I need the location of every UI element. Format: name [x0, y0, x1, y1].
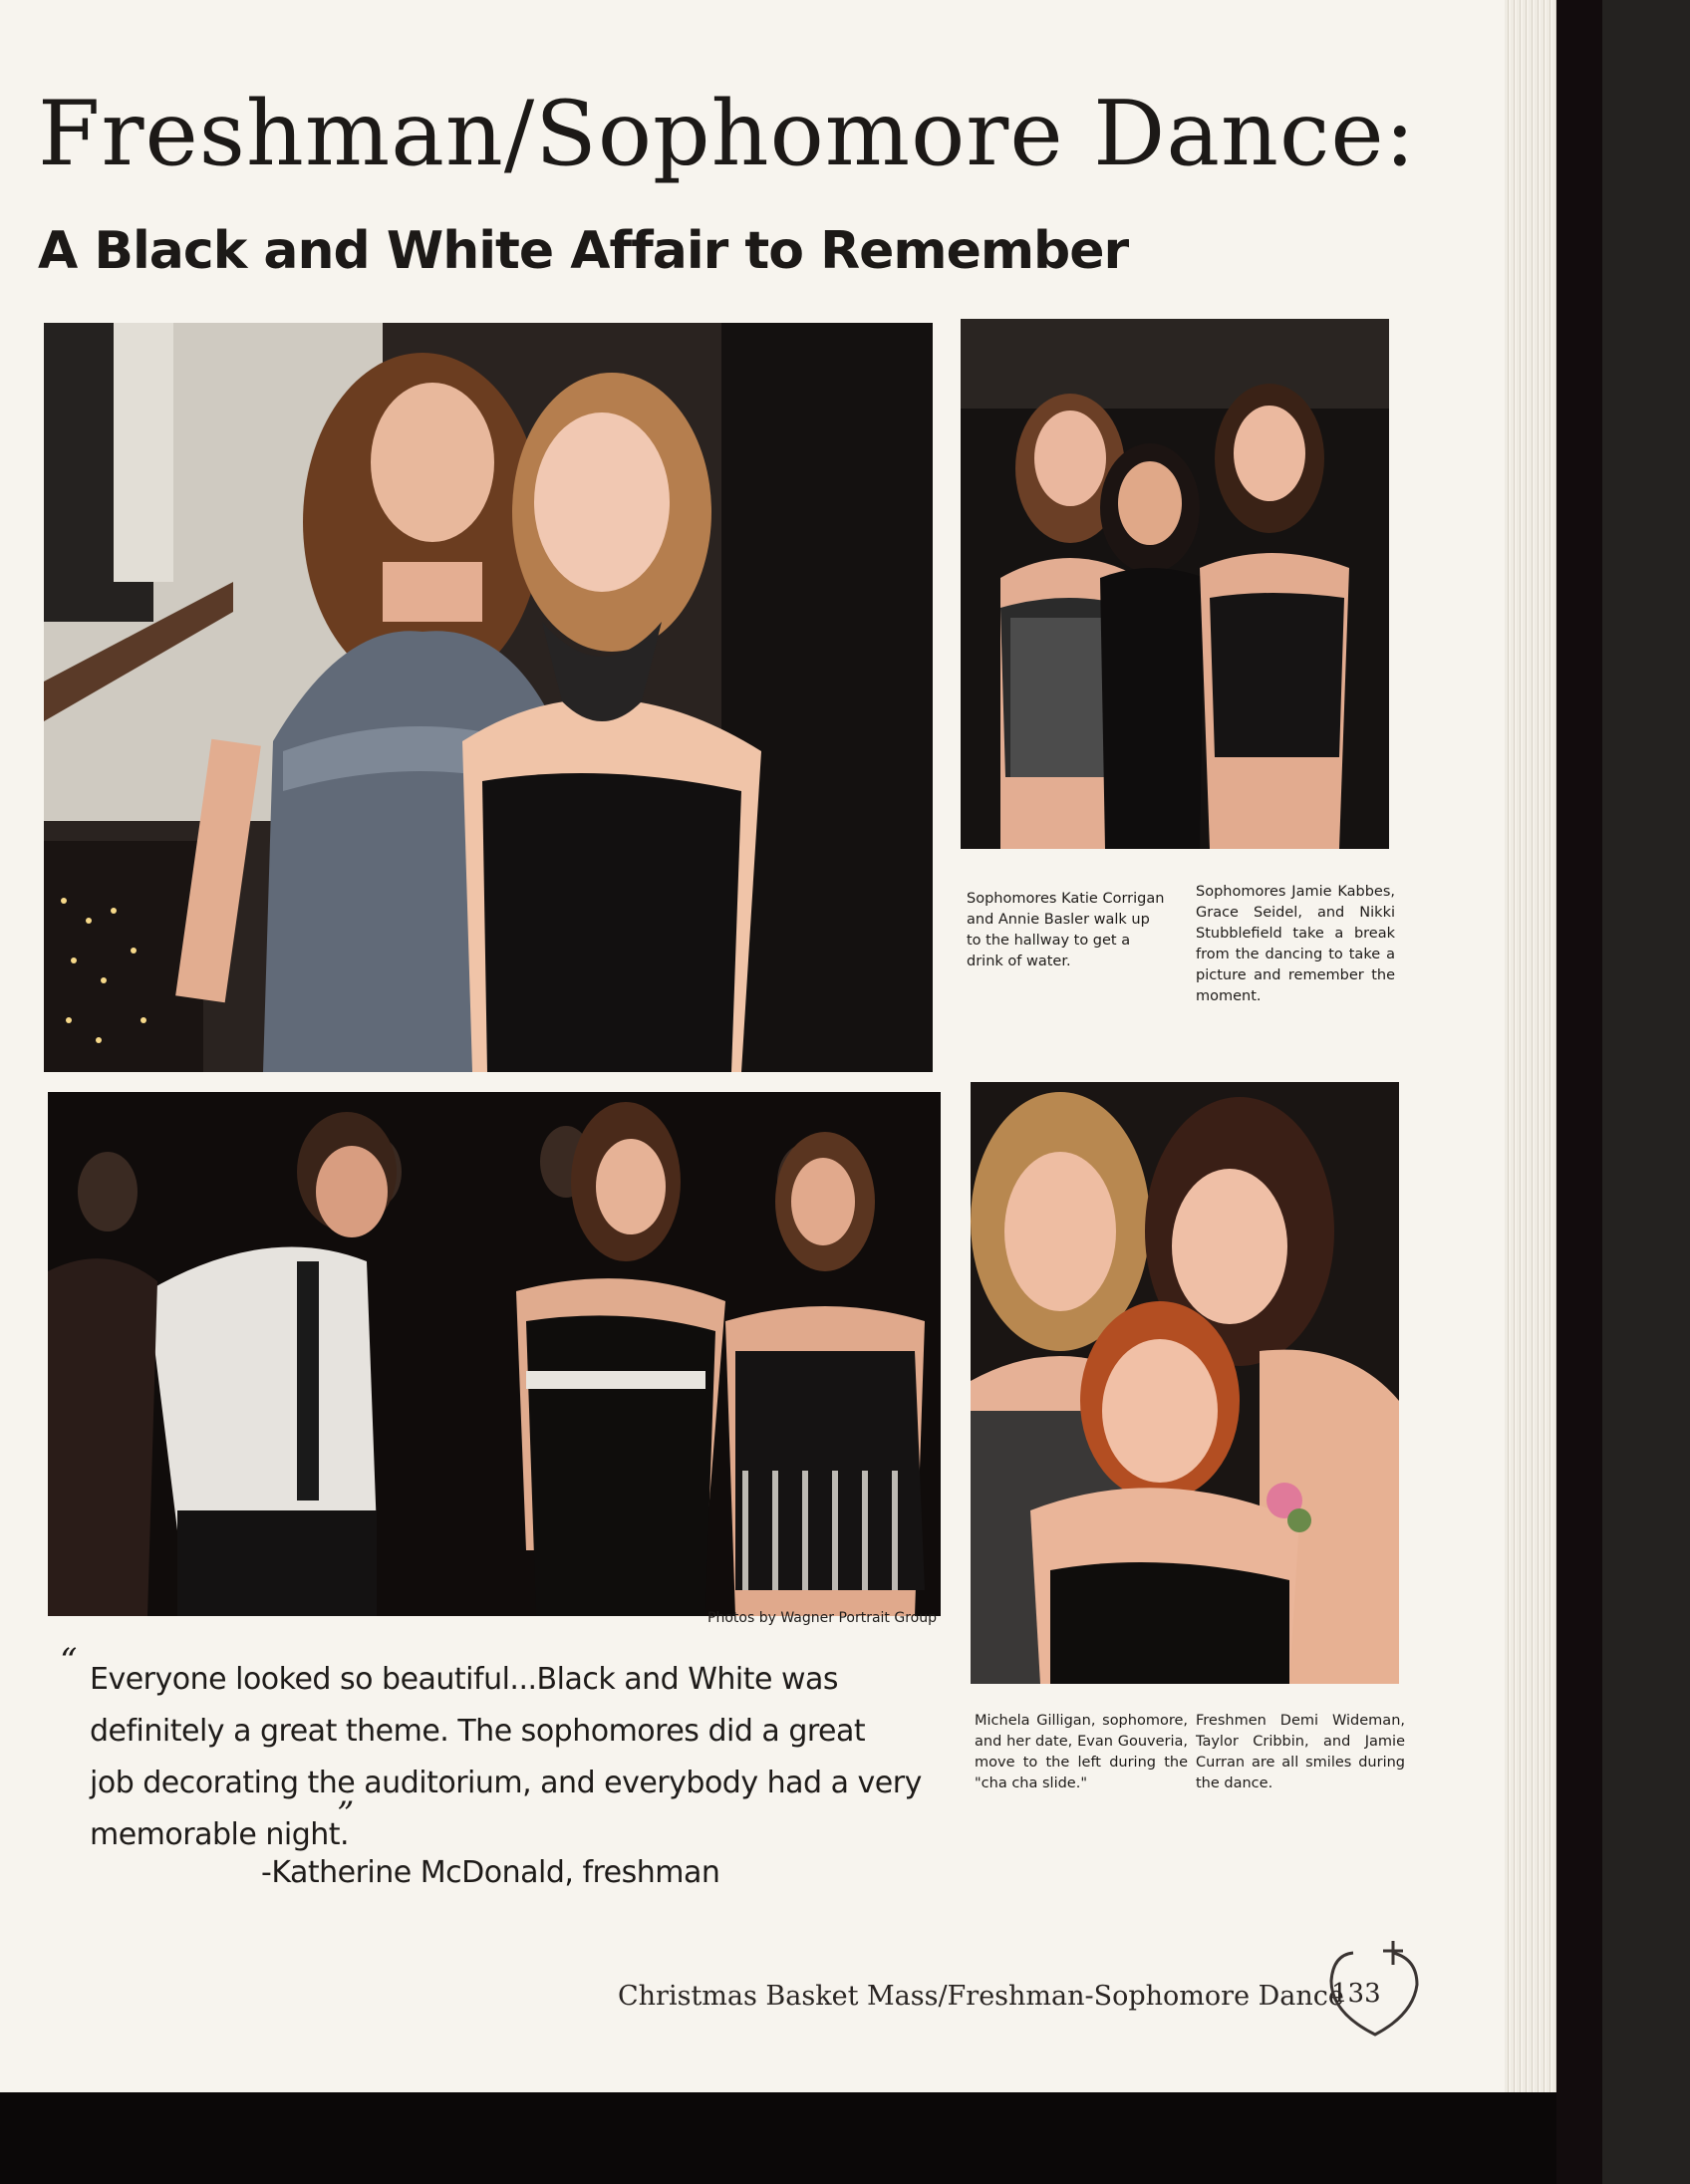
caption-photo-1: Sophomores Katie Corrigan and Annie Basler walk up to the hallway to get a drink of water.	[967, 890, 1165, 969]
photo-three-girls-closeup	[971, 1082, 1399, 1684]
pull-quote	[90, 1654, 922, 1861]
caption-photo-3: Michela Gilligan, sophomore, and her date, Evan Gouveria, move to the left during the "cha cha slide."	[975, 1712, 1188, 1791]
quote-line: definitely a great theme. The sophomores did a great	[90, 1714, 866, 1749]
binding-shadow	[1556, 0, 1602, 2184]
dark-background	[1602, 0, 1690, 2184]
quote-attribution: -Katherine McDonald, freshman	[261, 1855, 720, 1890]
photo-two-girls	[44, 323, 933, 1072]
page-subtitle: A Black and White Affair to Remember	[38, 221, 1129, 281]
page-edges	[1505, 0, 1558, 2104]
quote-close-mark: ”	[337, 1794, 355, 1834]
quote-line: memorable night.	[90, 1817, 350, 1852]
photo-three-girls	[961, 319, 1389, 849]
section-footer: Christmas Basket Mass/Freshman-Sophomore Dance	[618, 1981, 1344, 2012]
photo-credit: Photos by Wagner Portrait Group	[707, 1610, 937, 1626]
quote-line: Everyone looked so beautiful...Black and White was	[90, 1662, 839, 1697]
page-title: Freshman/Sophomore Dance:	[38, 82, 1416, 186]
photo-dance-floor	[48, 1092, 941, 1616]
caption-photo-2: Sophomores Jamie Kabbes, Grace Seidel, and Nikki Stubblefield take a break from the dancing to take a picture and remember the moment.	[1196, 883, 1395, 1004]
page-number: 133	[1331, 1979, 1381, 2009]
caption-photo-4: Freshmen Demi Wideman, Taylor Cribbin, and Jamie Curran are all smiles during the dance.	[1196, 1712, 1405, 1791]
quote-line: job decorating the auditorium, and everybody had a very	[90, 1766, 922, 1800]
quote-open-mark: “	[60, 1641, 78, 1681]
bottom-background	[0, 2092, 1556, 2184]
